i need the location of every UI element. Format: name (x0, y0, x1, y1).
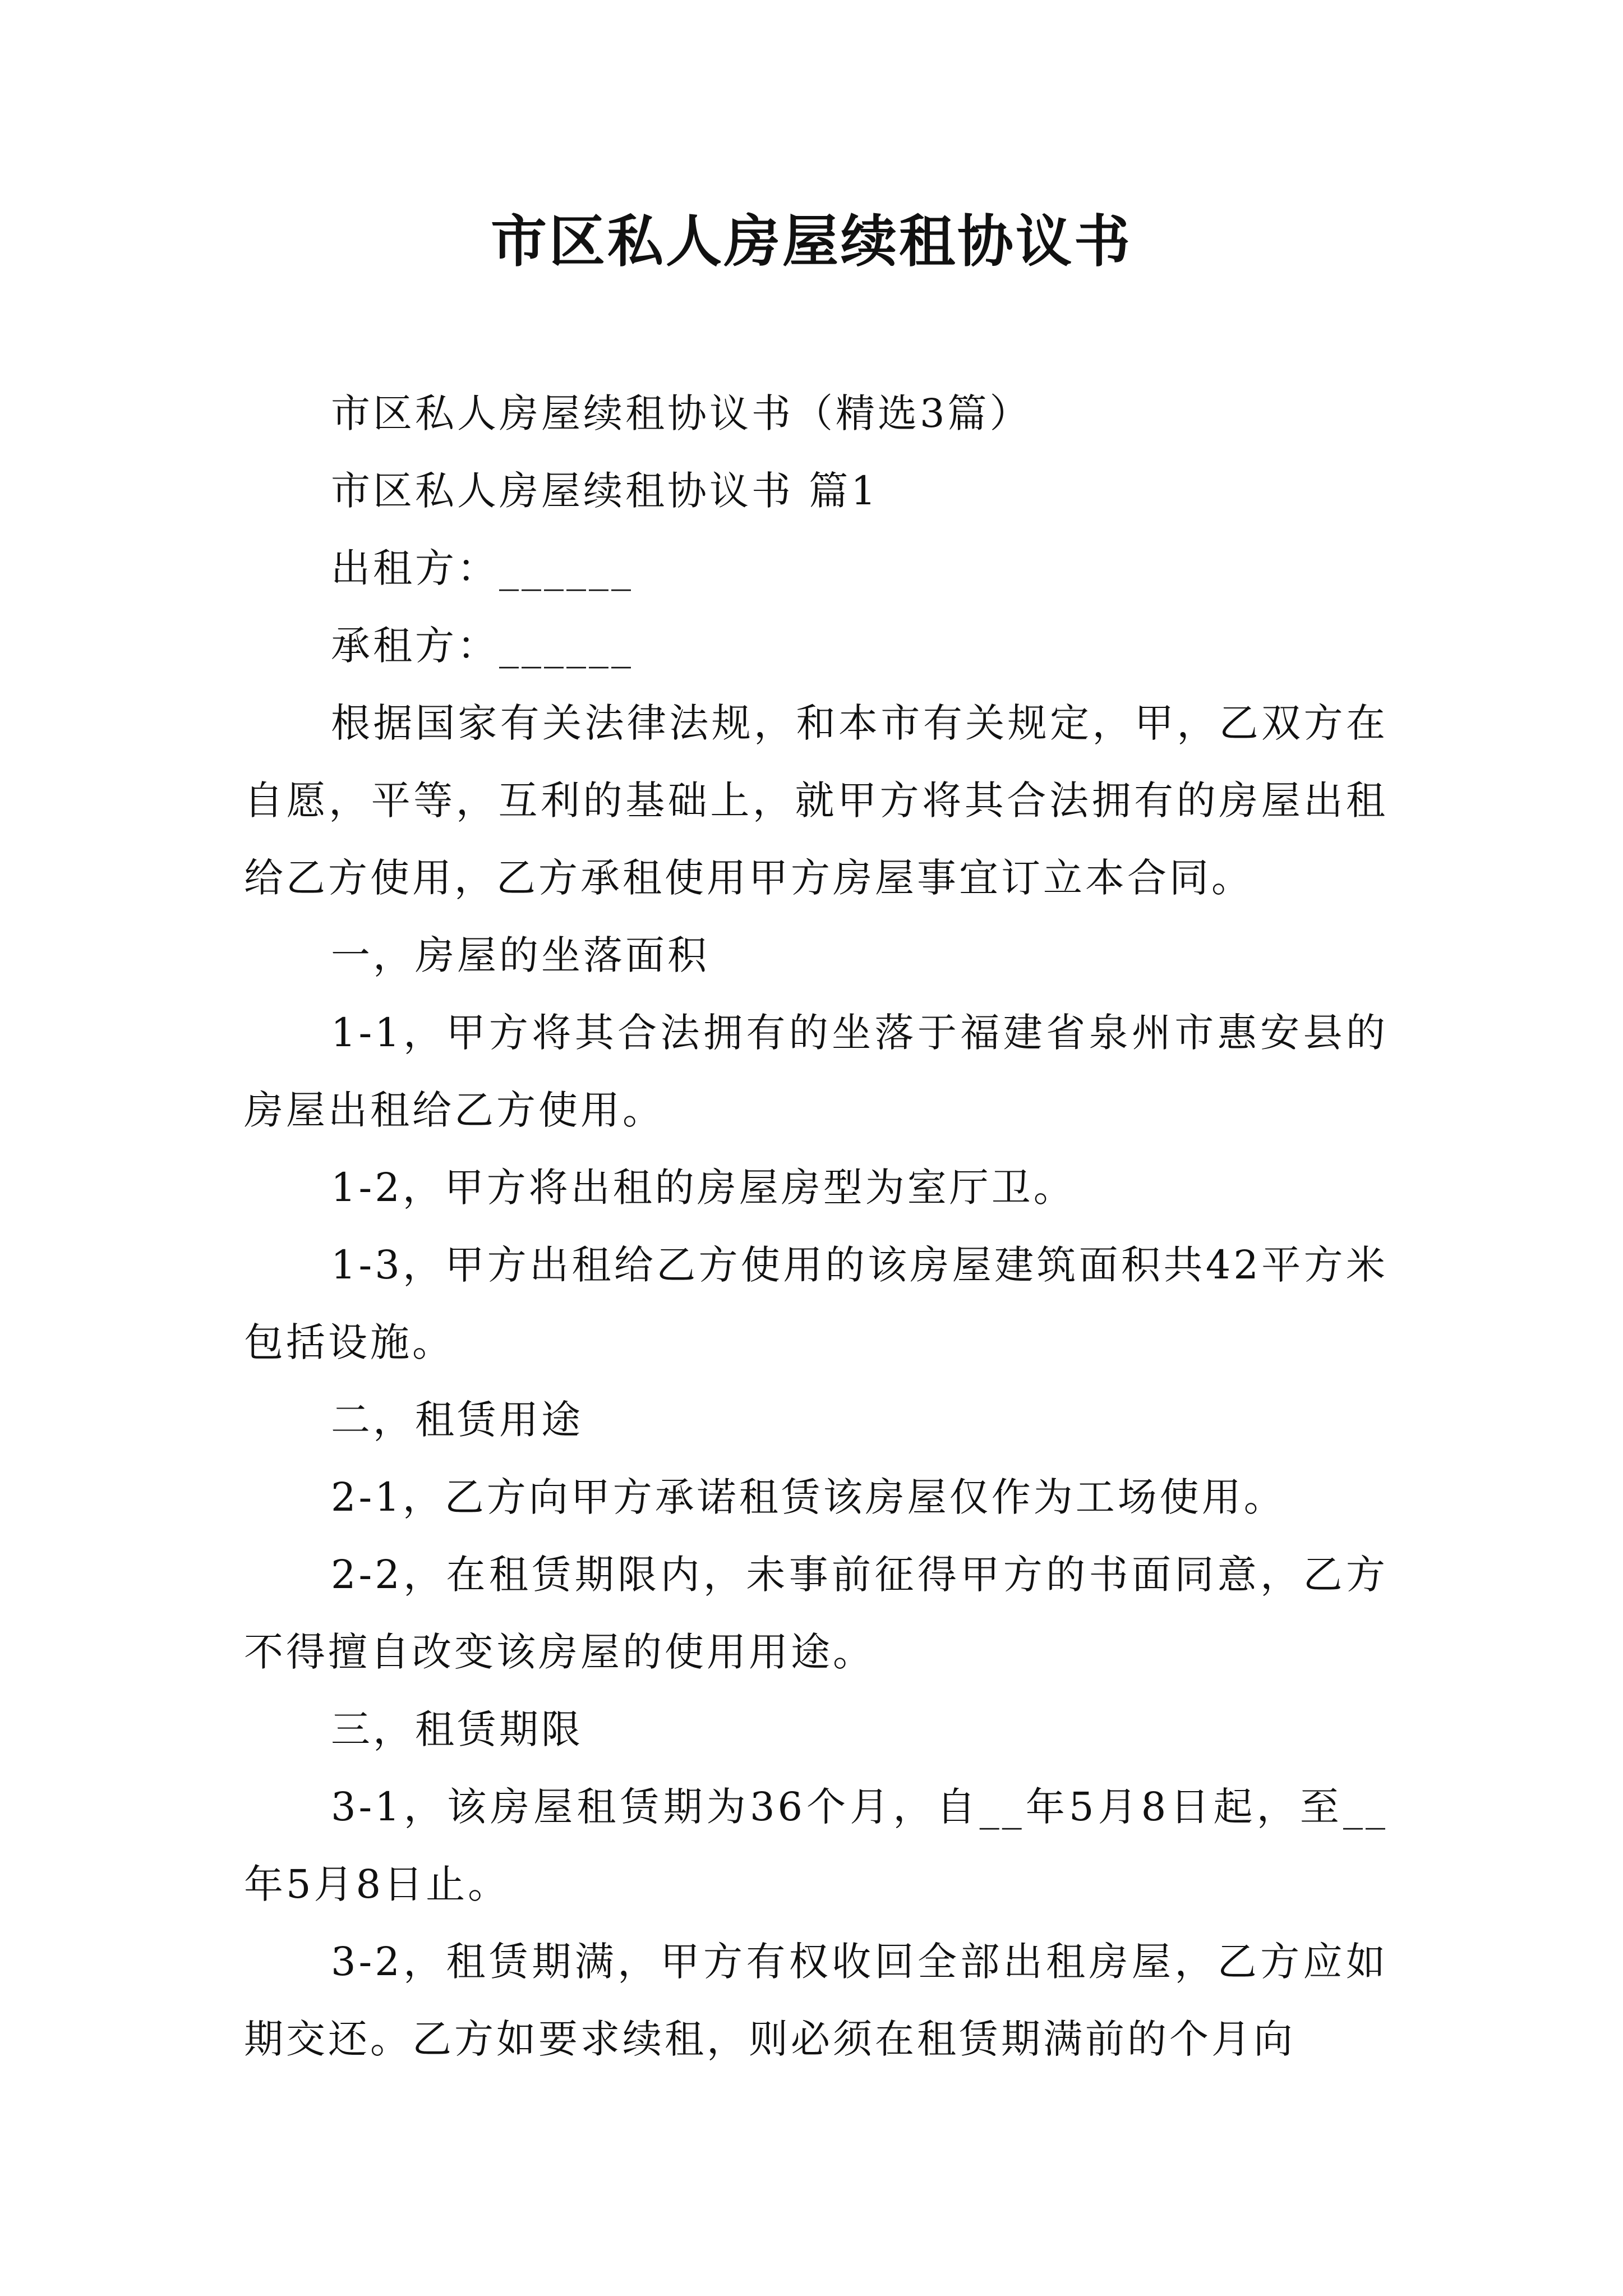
paragraph-lessee: 承租方：______ (331, 623, 634, 669)
paragraph-subtitle: 市区私人房屋续租协议书（精选3篇） (331, 390, 1032, 436)
paragraph-clause-heading-1: 一，房屋的坐落面积 (331, 932, 709, 978)
paragraph-clause-1-3: 1-3，甲方出租给乙方使用的该房屋建筑面积共42平方米包括设施。 (244, 1242, 1388, 1365)
paragraph-clause-1-1: 1-1，甲方将其合法拥有的坐落于福建省泉州市惠安县的房屋出租给乙方使用。 (244, 1010, 1388, 1133)
paragraph-section-heading: 市区私人房屋续租协议书 篇1 (331, 468, 879, 514)
document-title: 市区私人房屋续租协议书 (491, 208, 1132, 274)
paragraph-clause-3-1: 3-1，该房屋租赁期为36个月，自__年5月8日起，至__年5月8日止。 (244, 1784, 1388, 1907)
paragraph-clause-2-1: 2-1，乙方向甲方承诺租赁该房屋仅作为工场使用。 (331, 1474, 1286, 1520)
paragraph-clause-heading-2: 二，租赁用途 (331, 1397, 583, 1443)
document-body (244, 375, 1388, 2078)
paragraph-lessor: 出租方：______ (331, 545, 634, 591)
paragraph-preamble: 根据国家有关法律法规，和本市有关规定，甲，乙双方在自愿，平等，互利的基础上，就甲方将其合法拥有的房屋出租给乙方使用，乙方承租使用甲方房屋事宜订立本合同。 (244, 700, 1388, 901)
paragraph-clause-heading-3: 三，租赁期限 (331, 1706, 583, 1752)
paragraph-clause-2-2: 2-2，在租赁期限内，未事前征得甲方的书面同意，乙方不得擅自改变该房屋的使用用途。 (244, 1552, 1388, 1675)
paragraph-clause-1-2: 1-2，甲方将出租的房屋房型为室厅卫。 (331, 1165, 1076, 1211)
paragraph-clause-3-2: 3-2，租赁期满，甲方有权收回全部出租房屋，乙方应如期交还。乙方如要求续租，则必须在租赁期满前的个月向 (244, 1939, 1388, 2062)
